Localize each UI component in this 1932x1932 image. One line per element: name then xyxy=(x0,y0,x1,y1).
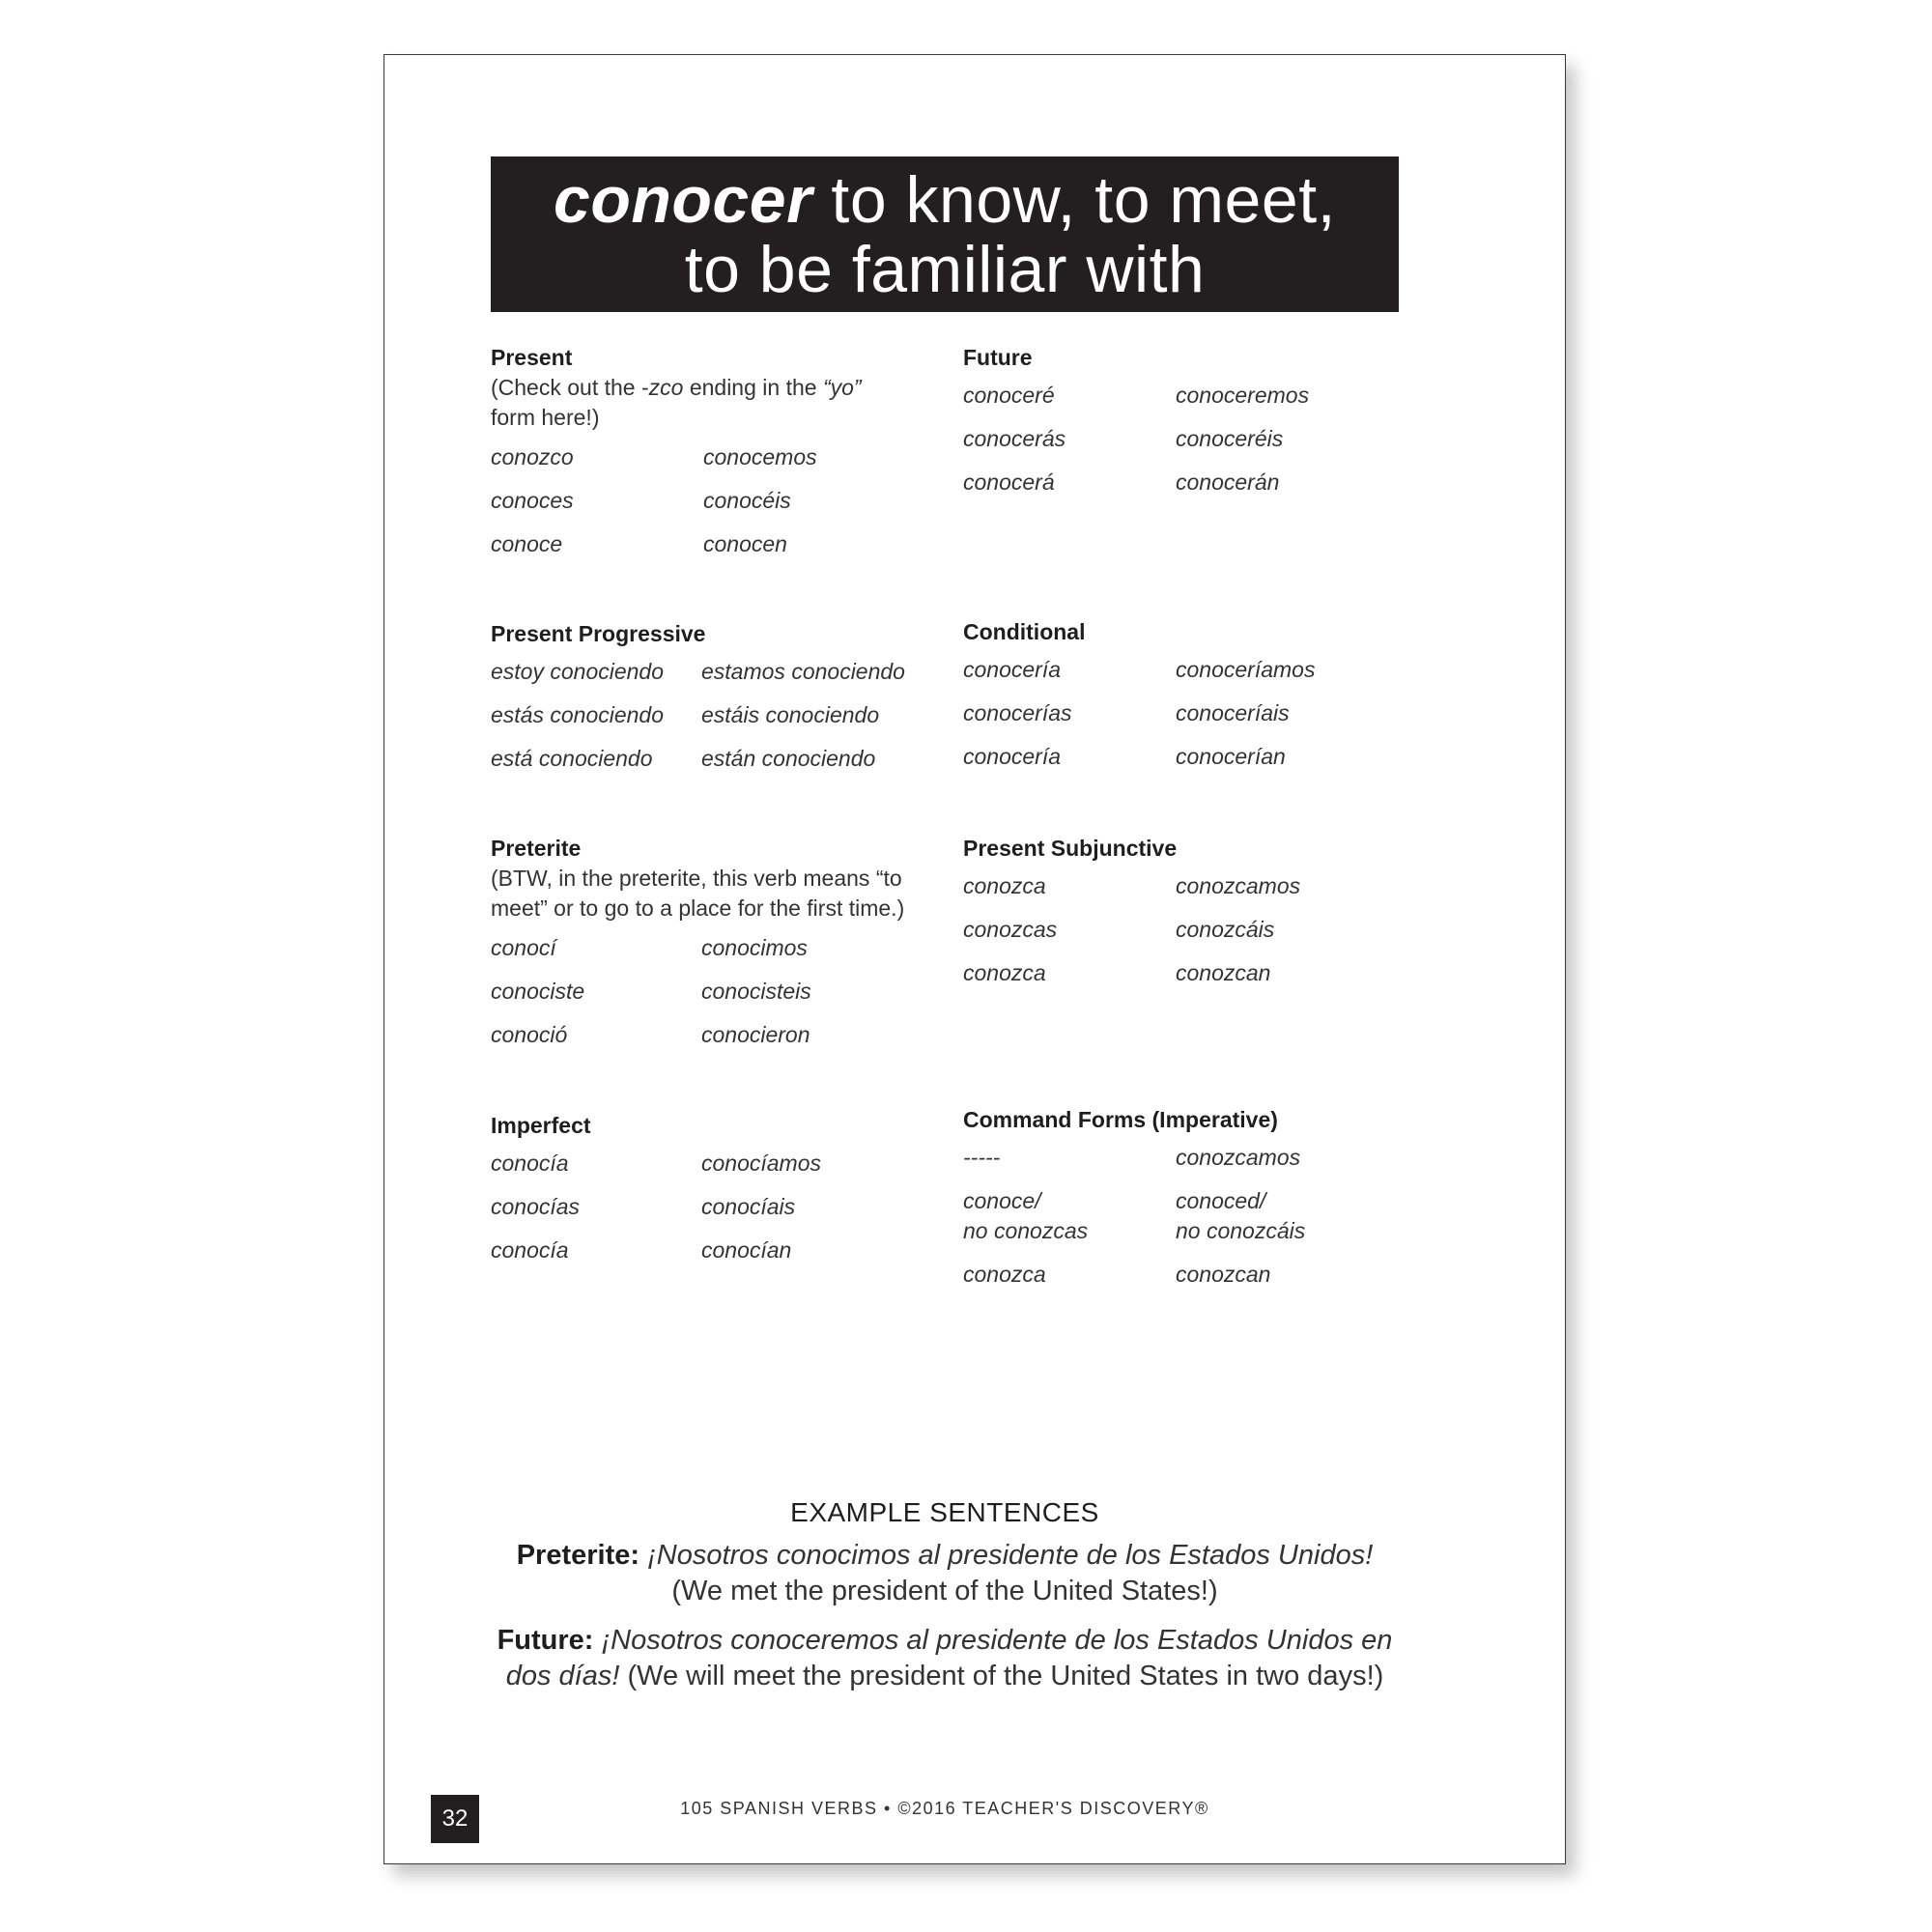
section-note xyxy=(491,373,935,433)
conjugation-grid xyxy=(963,655,1407,785)
conjugation-grid xyxy=(963,1143,1407,1303)
conjugation-form: está conociendo xyxy=(491,746,653,771)
conjugation-form: están conociendo xyxy=(701,746,876,771)
conjugation-form: conocerá xyxy=(963,469,1055,495)
conjugation-form: conoció xyxy=(491,1022,568,1047)
conjugation-form: conocisteis xyxy=(701,979,811,1004)
conjugation-form: conoce xyxy=(491,531,563,556)
section-title: Present xyxy=(491,345,573,370)
conjugation-form xyxy=(963,1186,1176,1246)
section-present xyxy=(491,344,935,573)
conjugation-form: conocí xyxy=(491,935,556,960)
conjugation-form: conoceríais xyxy=(1176,700,1290,725)
section-note: (BTW, in the preterite, this verb means “to meet” or to go to a place for the first time.) xyxy=(491,866,905,921)
example-label: Future: xyxy=(497,1625,594,1656)
conjugation-form: conocerás xyxy=(963,426,1066,451)
conjugation-grid xyxy=(963,871,1407,1002)
conjugation-form: conoceréis xyxy=(1176,426,1284,451)
section-command-forms xyxy=(963,1106,1407,1303)
conjugation-form: conozca xyxy=(963,873,1046,898)
verb-meaning-1: to know, to meet, xyxy=(812,162,1336,237)
conjugation-form: conocimos xyxy=(701,935,808,960)
conjugation-form: conocería xyxy=(963,657,1062,682)
conjugation-form: conoces xyxy=(491,488,574,513)
note-text: (Check out the - xyxy=(491,375,649,400)
conjugation-form: conocéis xyxy=(703,488,791,513)
verb-meaning-2: to be familiar with xyxy=(684,232,1206,306)
section-title: Present Subjunctive xyxy=(963,836,1178,861)
examples-heading: EXAMPLE SENTENCES xyxy=(790,1497,1099,1527)
conjugation-form: conocerán xyxy=(1176,469,1280,495)
section-title: Conditional xyxy=(963,619,1086,644)
example-sentences xyxy=(491,1497,1399,1708)
example-english: (We met the president of the United States!) xyxy=(671,1576,1218,1606)
form-line: no conozcas xyxy=(963,1218,1089,1243)
example-english: (We will meet the president of the United States in two days!) xyxy=(619,1661,1384,1691)
example-spanish: ¡Nosotros conocimos al presidente de los Estados Unidos! xyxy=(639,1540,1374,1571)
note-em: zco xyxy=(648,375,684,400)
conjugation-form: conocemos xyxy=(703,444,817,469)
conjugation-form: conocían xyxy=(701,1237,792,1263)
conjugation-form: conocía xyxy=(491,1237,569,1263)
conjugation-grid xyxy=(491,1149,945,1279)
conjugation-form: conocía xyxy=(491,1151,569,1176)
section-present-subjunctive xyxy=(963,835,1407,1002)
form-line: conoced/ xyxy=(1176,1188,1266,1213)
conjugation-form: conozca xyxy=(963,960,1046,985)
conjugation-form: estás conociendo xyxy=(491,702,665,727)
conjugation-form: conozca xyxy=(963,1262,1046,1287)
conjugation-form: conozco xyxy=(491,444,574,469)
conjugation-form: conozcan xyxy=(1176,960,1271,985)
conjugation-form: conozcáis xyxy=(1176,917,1275,942)
conjugation-form: conozcamos xyxy=(1176,1145,1301,1170)
verb-title-banner xyxy=(491,156,1399,312)
section-title: Imperfect xyxy=(491,1113,591,1138)
conjugation-grid xyxy=(491,442,935,573)
section-title: Preterite xyxy=(491,836,582,861)
conjugation-grid xyxy=(491,657,945,787)
note-em: “yo” xyxy=(822,375,862,400)
section-future xyxy=(963,344,1407,511)
conjugation-form: conocieron xyxy=(701,1022,810,1047)
conjugation-form: conocerías xyxy=(963,700,1072,725)
page-footer: 105 SPANISH VERBS • ©2016 TEACHER'S DISCOVERY® xyxy=(680,1799,1209,1818)
section-title: Future xyxy=(963,345,1033,370)
section-title: Present Progressive xyxy=(491,621,706,646)
conjugation-form: conocías xyxy=(491,1194,581,1219)
section-preterite xyxy=(491,835,945,1064)
conjugation-form xyxy=(1176,1186,1407,1246)
page-number: 32 xyxy=(431,1795,479,1843)
verb-infinitive: conocer xyxy=(554,162,813,237)
conjugation-form: conocerían xyxy=(1176,744,1286,769)
conjugation-form: conocería xyxy=(963,744,1062,769)
form-line: conoce/ xyxy=(963,1188,1041,1213)
conjugation-form: conocen xyxy=(703,531,787,556)
note-text: form here!) xyxy=(491,405,600,430)
form-line: no conozcáis xyxy=(1176,1218,1306,1243)
section-conditional xyxy=(963,618,1407,785)
section-title: Command Forms (Imperative) xyxy=(963,1107,1278,1132)
section-imperfect xyxy=(491,1112,945,1279)
section-present-progressive xyxy=(491,620,945,787)
conjugation-form: estamos conociendo xyxy=(701,659,905,684)
title-line-1 xyxy=(491,162,1399,237)
conjugation-grid xyxy=(491,933,945,1064)
conjugation-form: conocíamos xyxy=(701,1151,822,1176)
example-preterite xyxy=(491,1538,1399,1609)
note-text: ending in the xyxy=(683,375,823,400)
conjugation-form: estáis conociendo xyxy=(701,702,880,727)
example-spanish: ¡Nosotros conoceremos al presidente de los Estados Unidos en dos días! xyxy=(505,1625,1393,1691)
conjugation-form: conozcas xyxy=(963,917,1058,942)
example-future xyxy=(491,1623,1399,1694)
conjugation-form: conoceré xyxy=(963,383,1055,408)
conjugation-form: ----- xyxy=(963,1145,1001,1170)
conjugation-grid xyxy=(963,381,1407,511)
conjugation-form: conocíais xyxy=(701,1194,796,1219)
conjugation-form: conociste xyxy=(491,979,585,1004)
conjugation-form: conoceremos xyxy=(1176,383,1310,408)
conjugation-form: conozcan xyxy=(1176,1262,1271,1287)
conjugation-form: conozcamos xyxy=(1176,873,1301,898)
conjugation-form: conoceríamos xyxy=(1176,657,1316,682)
example-label: Preterite: xyxy=(516,1540,640,1571)
conjugation-form: estoy conociendo xyxy=(491,659,665,684)
